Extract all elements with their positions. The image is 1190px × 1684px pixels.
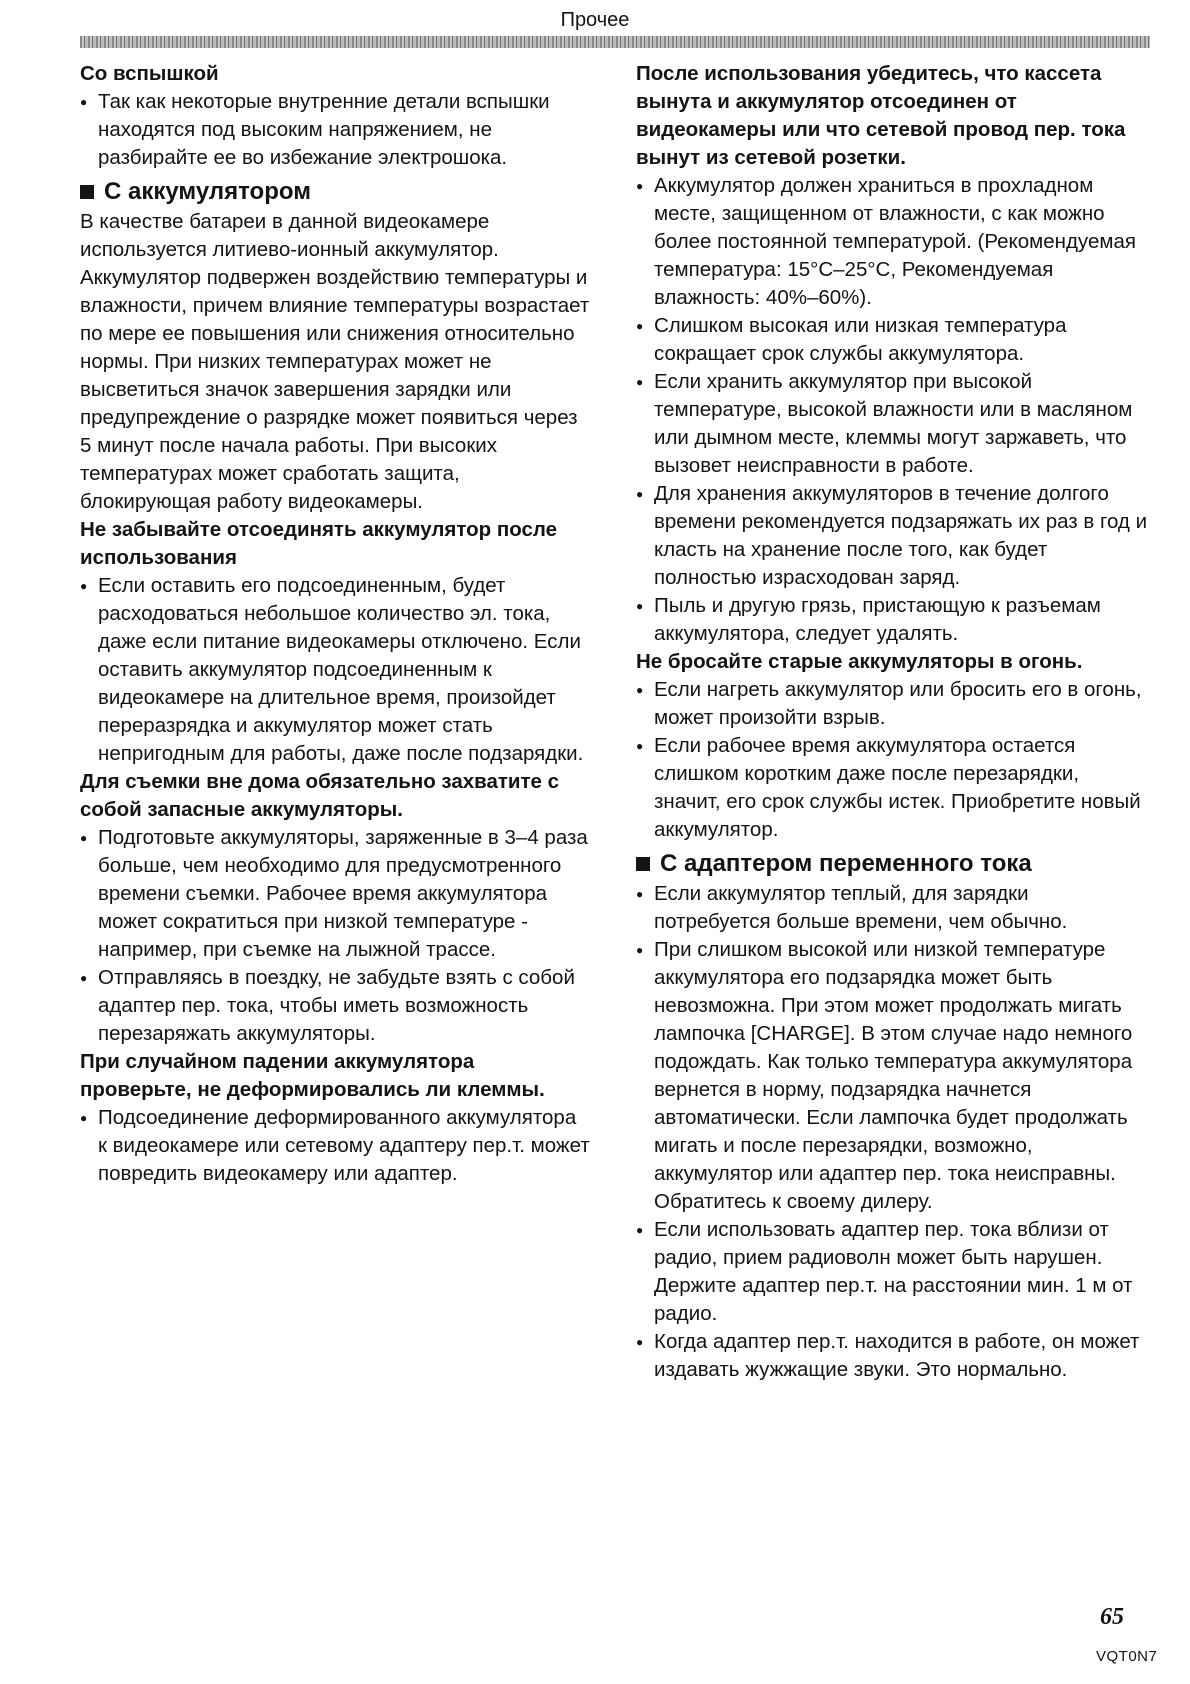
adapter-bullet-2: ● При слишком высокой или низкой температуре аккумулятора его подзарядка может быть невозможна. При этом может продолжать мигать лампочка [CHARGE]. В этом случае надо немного подождать. Как только температура аккумулятора вернется в норму, подзарядка начнется автоматически. Если лампочка будет продолжать мигать и после перезарядки, возможно, аккумулятор или адаптер пер. тока неисправны. Обратитесь к своему дилеру. xyxy=(636,936,1150,1216)
section-square-icon xyxy=(80,185,94,199)
spare-heading: Для съемки вне дома обязательно захватите с собой запасные аккумуляторы. xyxy=(80,770,560,821)
left-column xyxy=(80,60,590,1188)
drop-bullet: ● Подсоединение деформированного аккумулятора к видеокамере или сетевому адаптеру пер.т. может повредить видеокамеру или адаптер. xyxy=(80,1104,590,1188)
disconnect-bullet: ● Если оставить его подсоединенным, будет расходоваться небольшое количество эл. тока, даже если питание видеокамеры отключено. Если оставить аккумулятор подсоединенным к видеокамере на длительное время, произойдет переразрядка и аккумулятор может стать непригодным для работы, даже после подзарядки. xyxy=(80,572,590,768)
spare-bullet-2: ● Отправляясь в поездку, не забудьте взять с собой адаптер пер. тока, чтобы иметь возможность перезаряжать аккумуляторы. xyxy=(80,964,590,1048)
after-use-bullet-5: ● Пыль и другую грязь, пристающую к разъемам аккумулятора, следует удалять. xyxy=(636,592,1150,648)
flash-heading: Со вспышкой xyxy=(80,62,219,85)
spare-bullet-1: ● Подготовьте аккумуляторы, заряженные в 3–4 раза больше, чем необходимо для предусмотренного времени съемки. Рабочее время аккумулятора может сократиться при низкой температуре - например, при съемке на лыжной трассе. xyxy=(80,824,590,964)
page-section-title: Прочее xyxy=(560,9,630,31)
after-use-bullet-3: ● Если хранить аккумулятор при высокой температуре, высокой влажности или в масляном или дымном месте, клеммы могут заржаветь, что вызовет неисправности в работе. xyxy=(636,368,1150,480)
adapter-bullet-3: ● Если использовать адаптер пер. тока вблизи от радио, прием радиоволн может быть нарушен. Держите адаптер пер.т. на расстоянии мин. 1 м от радио. xyxy=(636,1216,1150,1328)
disconnect-heading: Не забывайте отсоединять аккумулятор после использования xyxy=(80,518,558,569)
after-use-bullet-1: ● Аккумулятор должен храниться в прохладном месте, защищенном от влажности, с как можно более постоянной температурой. (Рекомендуемая температура: 15°C–25°C, Рекомендуемая влажность: 40%–60%). xyxy=(636,172,1150,312)
fire-bullet-1: ● Если нагреть аккумулятор или бросить его в огонь, может произойти взрыв. xyxy=(636,676,1150,732)
fire-heading: Не бросайте старые аккумуляторы в огонь. xyxy=(636,650,1083,673)
after-use-bullet-4: ● Для хранения аккумуляторов в течение долгого времени рекомендуется подзаряжать их раз в год и класть на хранение после того, как будет полностью израсходован заряд. xyxy=(636,480,1150,592)
flash-bullet: ● Так как некоторые внутренние детали вспышки находятся под высоким напряжением, не разбирайте ее во избежание электрошока. xyxy=(80,88,590,172)
battery-section-title: С аккумулятором xyxy=(104,178,311,205)
header-divider xyxy=(80,36,1150,48)
adapter-section-title: С адаптером переменного тока xyxy=(660,850,1032,877)
page-number: 65 xyxy=(1100,1604,1124,1630)
section-square-icon xyxy=(636,857,650,871)
adapter-bullet-4: ● Когда адаптер пер.т. находится в работе, он может издавать жужжащие звуки. Это нормально. xyxy=(636,1328,1150,1384)
after-use-bullet-2: ● Слишком высокая или низкая температура сокращает срок службы аккумулятора. xyxy=(636,312,1150,368)
document-code: VQT0N7 xyxy=(1096,1648,1158,1665)
drop-heading: При случайном падении аккумулятора проверьте, не деформировались ли клеммы. xyxy=(80,1050,545,1101)
fire-bullet-2: ● Если рабочее время аккумулятора остается слишком коротким даже после перезарядки, значит, его срок службы истек. Приобретите новый аккумулятор. xyxy=(636,732,1150,844)
battery-paragraph: В качестве батареи в данной видеокамере используется литиево-ионный аккумулятор. Аккумулятор подвержен воздействию температуры и влажности, причем влияние температуры возрастает по мере ее повышения или снижения относительно нормы. При низких температурах может не высветиться значок завершения зарядки или предупреждение о разрядке может появиться через 5 минут после начала работы. При высоких температурах может сработать защита, блокирующая работу видеокамеры. xyxy=(80,210,590,513)
battery-section-heading xyxy=(80,176,590,208)
adapter-section-heading xyxy=(636,848,1150,880)
adapter-bullet-1: ● Если аккумулятор теплый, для зарядки потребуется больше времени, чем обычно. xyxy=(636,880,1150,936)
after-use-heading: После использования убедитесь, что кассета вынута и аккумулятор отсоединен от видеокамеры или что сетевой провод пер. тока вынут из сетевой розетки. xyxy=(636,62,1126,169)
right-column xyxy=(636,60,1150,1384)
